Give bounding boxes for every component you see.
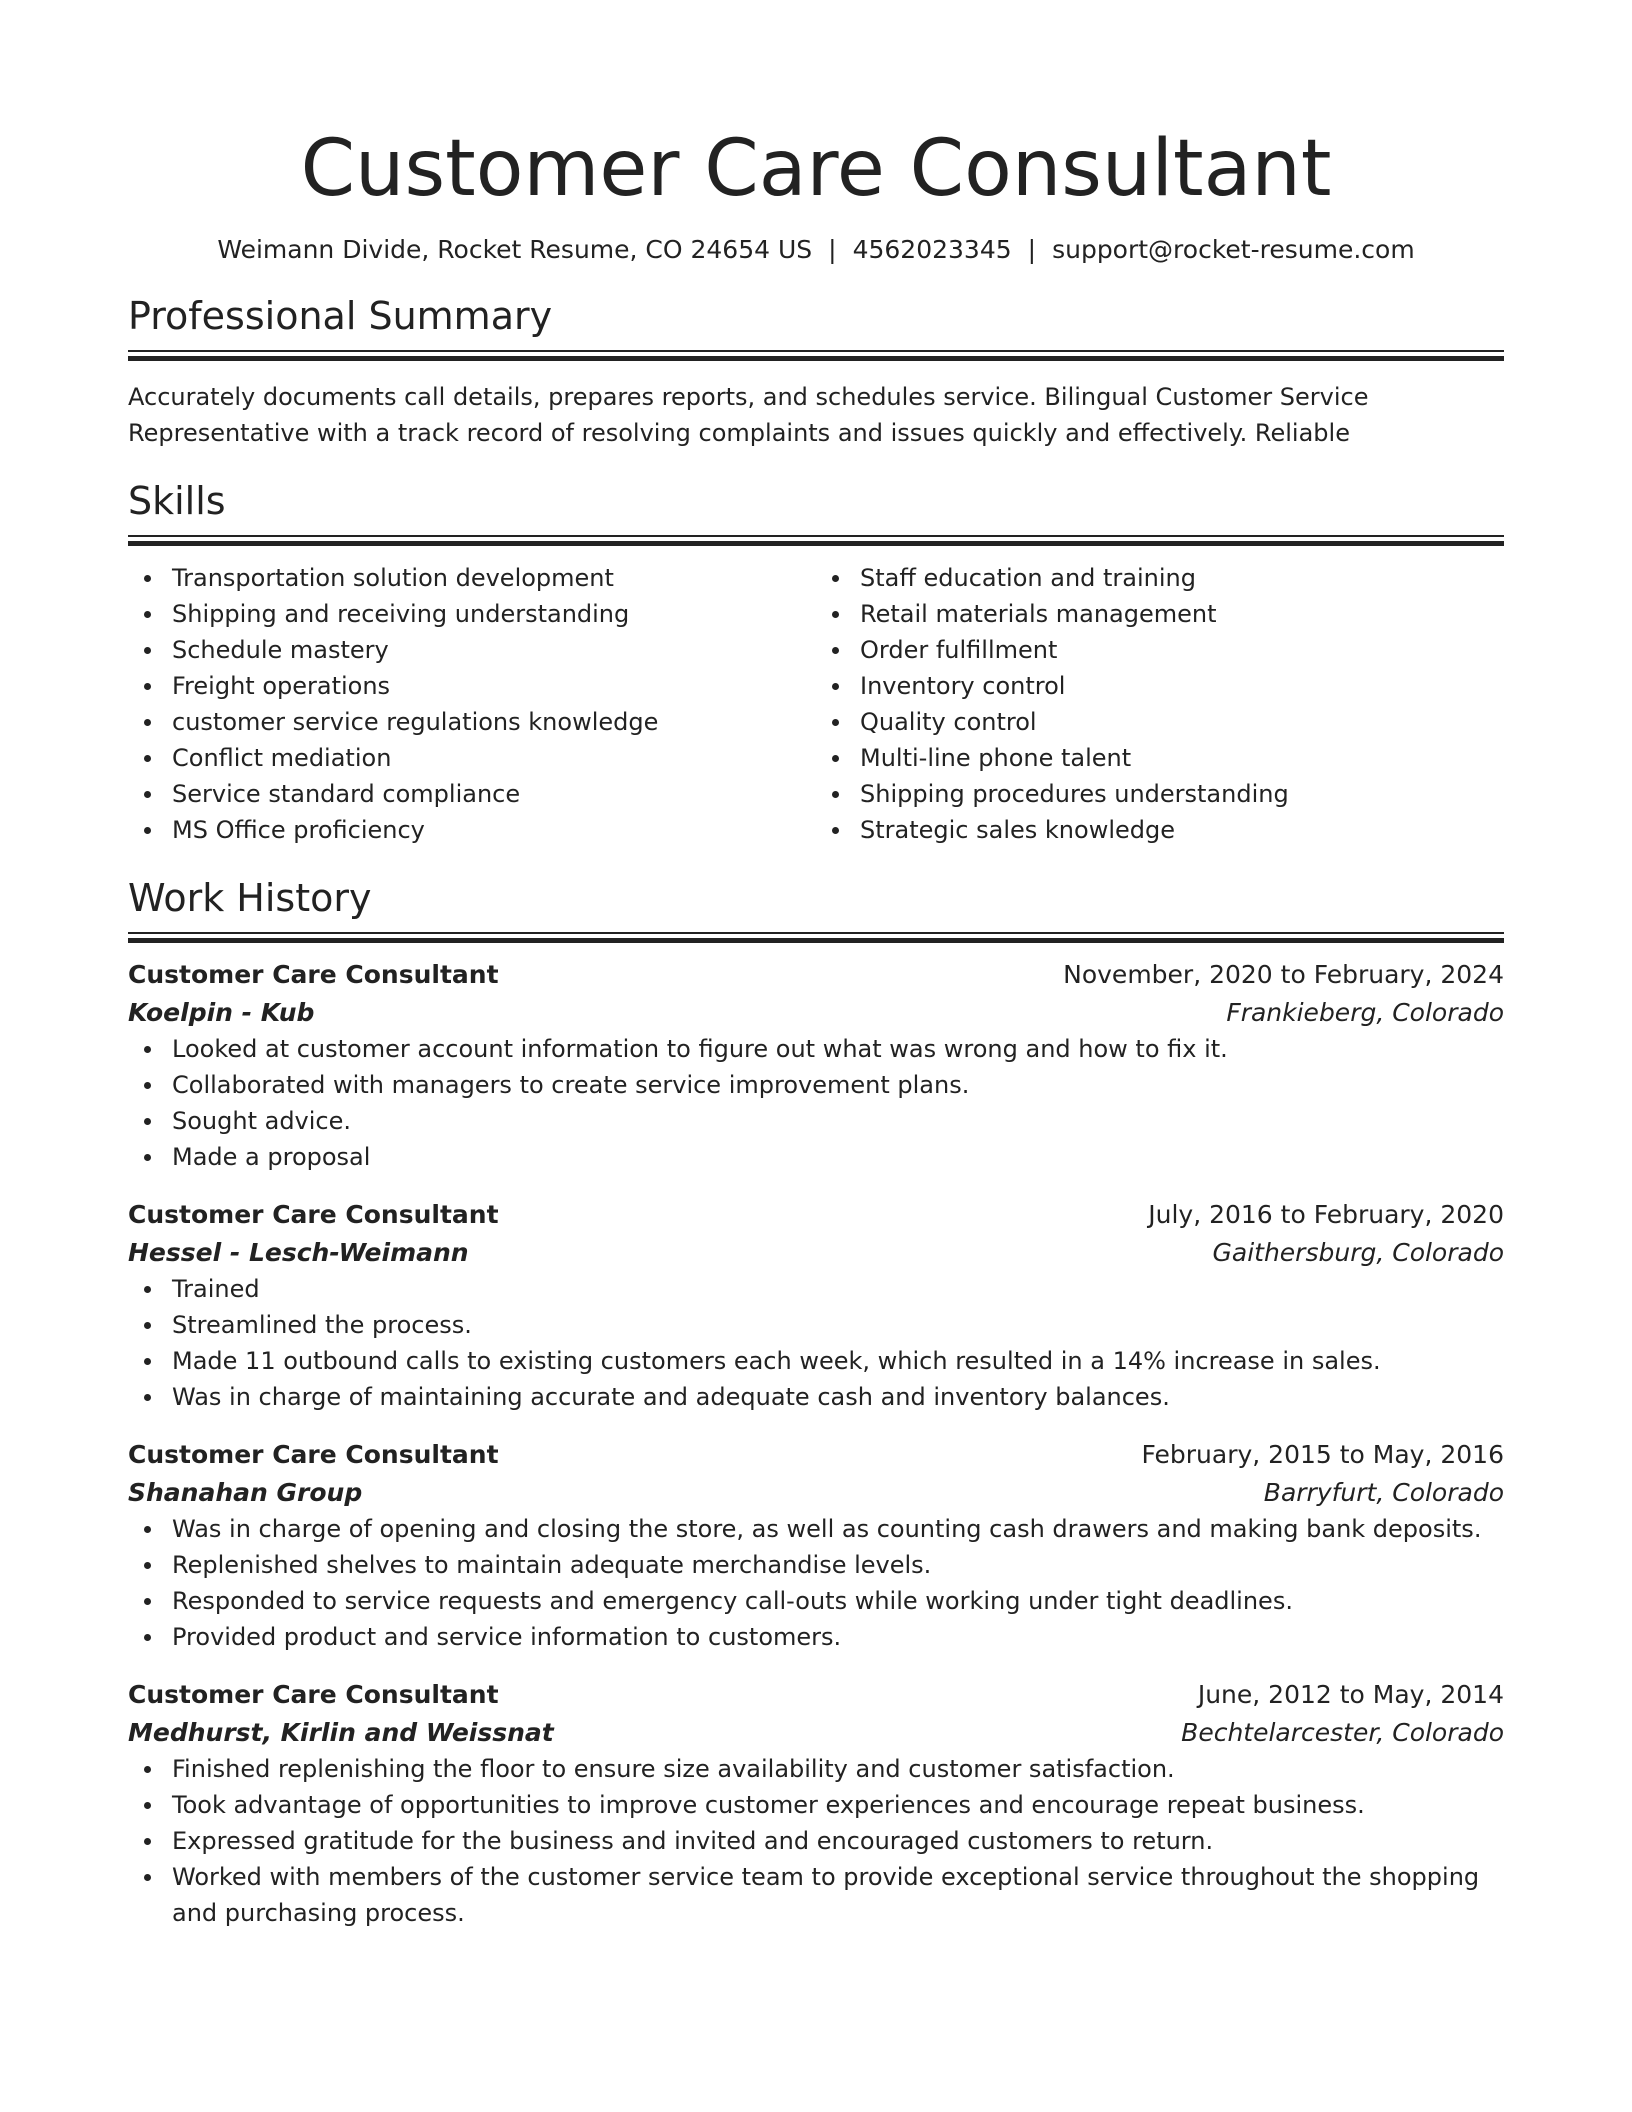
contact-phone: 4562023345 bbox=[852, 235, 1012, 264]
job-bullet: Trained bbox=[172, 1271, 1504, 1307]
job-bullet: Collaborated with managers to create service improvement plans. bbox=[172, 1067, 1504, 1103]
job-location: Gaithersburg, Colorado bbox=[1212, 1238, 1504, 1267]
contact-separator: | bbox=[1027, 235, 1037, 264]
job-bullets bbox=[128, 1751, 1504, 1931]
job-bullet: Made a proposal bbox=[172, 1139, 1504, 1175]
section-title-summary: Professional Summary bbox=[128, 294, 553, 338]
job-bullet: Replenished shelves to maintain adequate merchandise levels. bbox=[172, 1547, 1504, 1583]
job-bullet: Streamlined the process. bbox=[172, 1307, 1504, 1343]
job-bullet: Made 11 outbound calls to existing customers each week, which resulted in a 14% increase in sales. bbox=[172, 1343, 1504, 1379]
skills-section bbox=[128, 477, 1504, 848]
section-divider bbox=[128, 932, 1504, 943]
skill-item: Service standard compliance bbox=[172, 776, 816, 812]
job-title: Customer Care Consultant bbox=[128, 1440, 499, 1469]
job-location: Bechtelarcester, Colorado bbox=[1181, 1718, 1504, 1747]
skill-item: Quality control bbox=[860, 704, 1504, 740]
work-history-section bbox=[128, 874, 1504, 1931]
skill-item: Freight operations bbox=[172, 668, 816, 704]
skills-list-left bbox=[128, 560, 816, 848]
resume-page bbox=[128, 0, 1504, 1931]
job-title: Customer Care Consultant bbox=[128, 960, 499, 989]
job-subheader bbox=[128, 1715, 1504, 1751]
job-entry bbox=[128, 1197, 1504, 1415]
skill-item: MS Office proficiency bbox=[172, 812, 816, 848]
skill-item: Order fulfillment bbox=[860, 632, 1504, 668]
section-divider bbox=[128, 350, 1504, 361]
skills-columns bbox=[128, 560, 1504, 848]
skill-item: Strategic sales knowledge bbox=[860, 812, 1504, 848]
job-company: Medhurst, Kirlin and Weissnat bbox=[128, 1718, 554, 1747]
summary-section bbox=[128, 292, 1504, 451]
skill-item: customer service regulations knowledge bbox=[172, 704, 816, 740]
job-bullet: Was in charge of opening and closing the store, as well as counting cash drawers and making bank deposits. bbox=[172, 1511, 1504, 1547]
job-dates: February, 2015 to May, 2016 bbox=[1141, 1440, 1504, 1469]
job-company: Koelpin - Kub bbox=[128, 998, 315, 1027]
section-divider bbox=[128, 535, 1504, 546]
job-bullet: Expressed gratitude for the business and invited and encouraged customers to return. bbox=[172, 1823, 1504, 1859]
job-subheader bbox=[128, 995, 1504, 1031]
contact-separator: | bbox=[828, 235, 837, 264]
skill-item: Staff education and training bbox=[860, 560, 1504, 596]
job-title: Customer Care Consultant bbox=[128, 1680, 499, 1709]
job-bullet: Worked with members of the customer service team to provide exceptional service throughout the shopping and purchasing process. bbox=[172, 1859, 1504, 1931]
job-dates: July, 2016 to February, 2020 bbox=[1148, 1200, 1504, 1229]
job-bullet: Responded to service requests and emergency call-outs while working under tight deadlines. bbox=[172, 1583, 1504, 1619]
skill-item: Retail materials management bbox=[860, 596, 1504, 632]
skill-item: Shipping procedures understanding bbox=[860, 776, 1504, 812]
job-bullets bbox=[128, 1511, 1504, 1655]
contact-line bbox=[128, 234, 1504, 266]
contact-email: support@rocket-resume.com bbox=[1052, 235, 1415, 264]
job-title: Customer Care Consultant bbox=[128, 1200, 499, 1229]
contact-address: Weimann Divide, Rocket Resume, CO 24654 US bbox=[217, 235, 813, 264]
skill-item: Conflict mediation bbox=[172, 740, 816, 776]
job-header bbox=[128, 1677, 1504, 1713]
job-subheader bbox=[128, 1235, 1504, 1271]
job-bullet: Was in charge of maintaining accurate and adequate cash and inventory balances. bbox=[172, 1379, 1504, 1415]
skills-list-right bbox=[816, 560, 1504, 848]
job-entry bbox=[128, 957, 1504, 1175]
skill-item: Inventory control bbox=[860, 668, 1504, 704]
job-bullet: Finished replenishing the floor to ensure size availability and customer satisfaction. bbox=[172, 1751, 1504, 1787]
section-title-skills: Skills bbox=[128, 479, 226, 523]
skill-item: Multi-line phone talent bbox=[860, 740, 1504, 776]
job-location: Frankieberg, Colorado bbox=[1226, 998, 1504, 1027]
job-entry bbox=[128, 1677, 1504, 1931]
resume-name: Customer Care Consultant bbox=[300, 124, 1332, 214]
job-bullet: Took advantage of opportunities to improve customer experiences and encourage repeat business. bbox=[172, 1787, 1504, 1823]
skill-item: Schedule mastery bbox=[172, 632, 816, 668]
job-bullet: Sought advice. bbox=[172, 1103, 1504, 1139]
job-dates: November, 2020 to February, 2024 bbox=[1063, 960, 1504, 989]
job-company: Shanahan Group bbox=[128, 1478, 363, 1507]
job-bullets bbox=[128, 1031, 1504, 1175]
job-bullet: Looked at customer account information to figure out what was wrong and how to fix it. bbox=[172, 1031, 1504, 1067]
skill-item: Transportation solution development bbox=[172, 560, 816, 596]
summary-text: Accurately documents call details, prepares reports, and schedules service. Bilingual Customer Service Representative with a track record of resolving complaints and issues quickly and effectively. Reliable bbox=[128, 383, 1369, 447]
job-header bbox=[128, 1437, 1504, 1473]
job-dates: June, 2012 to May, 2014 bbox=[1197, 1680, 1504, 1709]
job-bullet: Provided product and service information to customers. bbox=[172, 1619, 1504, 1655]
job-location: Barryfurt, Colorado bbox=[1263, 1478, 1504, 1507]
job-entry bbox=[128, 1437, 1504, 1655]
job-bullets bbox=[128, 1271, 1504, 1415]
job-header bbox=[128, 957, 1504, 993]
skill-item: Shipping and receiving understanding bbox=[172, 596, 816, 632]
job-subheader bbox=[128, 1475, 1504, 1511]
section-title-work-history: Work History bbox=[128, 876, 372, 920]
job-company: Hessel - Lesch-Weimann bbox=[128, 1238, 469, 1267]
job-header bbox=[128, 1197, 1504, 1233]
